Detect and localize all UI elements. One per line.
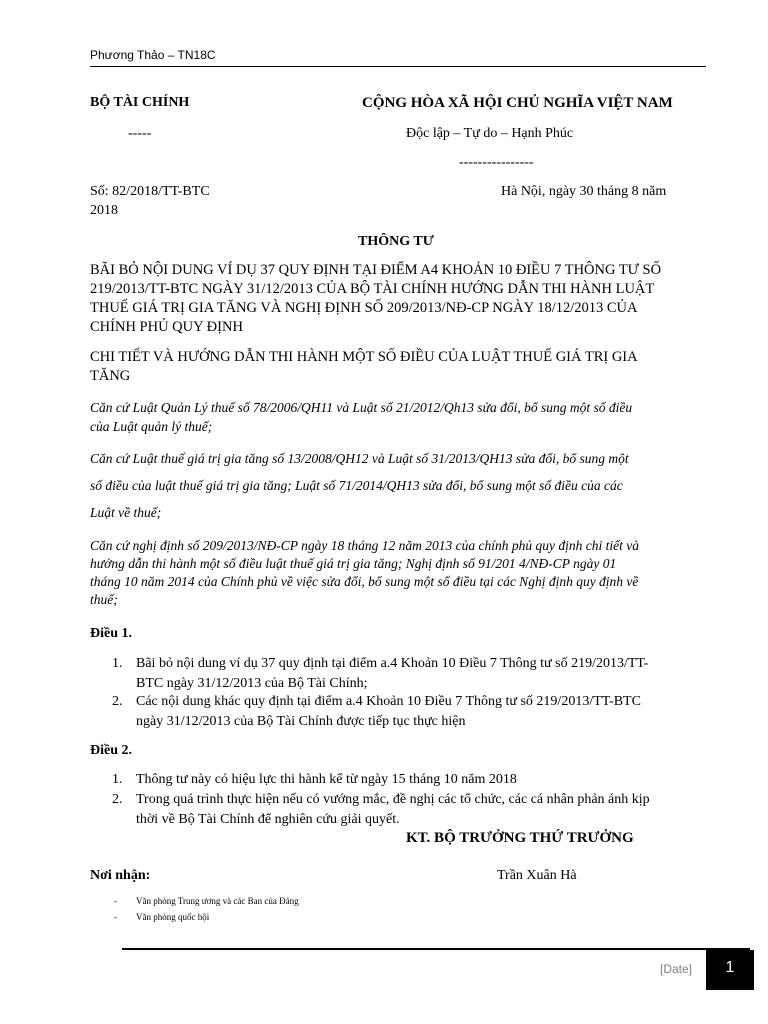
title-line: 219/2013/TT-BTC NGÀY 31/12/2013 CỦA BỘ TÀI CHÍNH HƯỚNG DẪN THI HÀNH LUẬT [90,281,655,297]
bullet-glyph: - [114,912,117,922]
basis-line: Luật về thuế; [90,505,162,520]
doc-place-date: Hà Nội, ngày 30 tháng 8 năm [501,184,667,199]
doc-year: 2018 [90,203,118,218]
footer-date-placeholder: [Date] [660,962,693,976]
issuer-name: BỘ TÀI CHÍNH [90,95,190,110]
basis-line: tháng 10 năm 2014 của Chính phủ về việc sửa đổi, bổ sung một số điều tại các Nghị định quy định về [90,574,639,589]
nation-motto: Độc lập – Tự do – Hạnh Phúc [406,126,574,141]
basis-line: Căn cứ nghị định số 209/2013/NĐ-CP ngày 18 tháng 12 năm 2013 của chính phủ quy định chi tiết và [90,538,639,553]
article-2-item [136,790,696,830]
article-1-item [136,692,696,732]
legal-basis-3 [90,537,639,609]
item-line: thời về Bộ Tài Chính để nghiên cứu giải quyết. [136,812,400,827]
basis-line: của Luật quản lý thuế; [90,419,213,434]
basis-line: thuế; [90,592,118,607]
title-line: BÃI BỎ NỘI DUNG VÍ DỤ 37 QUY ĐỊNH TẠI ĐIỂM A4 KHOẢN 10 ĐIỀU 7 THÔNG TƯ SỐ [90,262,662,278]
item-line: Bãi bỏ nội dung ví dụ 37 quy định tại điểm a.4 Khoản 10 Điều 7 Thông tư số 219/2013/TT- [136,656,649,671]
signature-title: KT. BỘ TRƯỞNG THỨ TRƯỞNG [406,830,634,846]
list-item: - Văn phòng Trung ương và các Ban của Đảng [114,893,299,909]
item-line: Trong quá trình thực hiện nếu có vướng mắc, đề nghị các tổ chức, các cá nhân phản ánh kịp [136,792,650,807]
doc-type: THÔNG TƯ [358,234,434,249]
item-line: BTC ngày 31/12/2013 của Bộ Tài Chính; [136,676,368,691]
recipients-list [114,893,299,925]
article-1-item-num: 1. [112,656,123,671]
doc-title [90,261,661,337]
header-divider [90,66,706,67]
basis-line: hướng dẫn thi hành một số điều luật thuế giá trị gia tăng; Nghị định số 91/201 4/NĐ-CP ngày 01 [90,556,617,571]
recipients-heading: Nơi nhận: [90,868,151,883]
basis-line: Căn cứ Luật thuế giá trị gia tăng số 13/2008/QH12 và Luật số 31/2013/QH13 sửa đổi, bổ sung một [90,451,629,466]
nation-separator: ---------------- [459,155,534,170]
nation-title: CỘNG HÒA XÃ HỘI CHỦ NGHĨA VIỆT NAM [362,95,673,111]
article-1-heading: Điều 1. [90,626,132,641]
issuer-separator: ----- [128,126,152,141]
basis-line: số điều của luật thuế giá trị gia tăng; Luật số 71/2014/QH13 sửa đổi, bổ sung một số điều của các [90,478,623,493]
item-line: Thông tư này có hiệu lực thi hành kể từ ngày 15 tháng 10 năm 2018 [136,772,517,787]
article-2-item [136,770,696,790]
article-2-heading: Điều 2. [90,743,132,758]
header-author: Phương Thảo – TN18C [90,48,216,62]
article-2-item-num: 2. [112,792,123,807]
legal-basis-1 [90,398,632,436]
subtitle-line: TĂNG [90,368,131,384]
title-line: CHÍNH PHỦ QUY ĐỊNH [90,319,243,335]
item-line: Các nội dung khác quy định tại điểm a.4 Khoản 10 Điều 7 Thông tư số 219/2013/TT-BTC [136,694,641,709]
basis-line: Căn cứ Luật Quản Lý thuế số 78/2006/QH11 và Luật số 21/2012/Qh13 sửa đổi, bổ sung một số điều [90,400,633,415]
page-number: 1 [706,950,754,990]
signature-name: Trần Xuân Hà [497,868,577,883]
subtitle-line: CHI TIẾT VÀ HƯỚNG DẪN THI HÀNH MỘT SỐ ĐIỀU CỦA LUẬT THUẾ GIÁ TRỊ GIA [90,349,638,365]
item-line: ngày 31/12/2013 của Bộ Tài Chính được tiếp tục thực hiện [136,714,466,729]
list-item: - Văn phòng quốc hội [114,909,299,925]
title-line: THUẾ GIÁ TRỊ GIA TĂNG VÀ NGHỊ ĐỊNH SỐ 209/2013/NĐ-CP NGÀY 18/12/2013 CỦA [90,300,638,316]
article-2-item-num: 1. [112,772,123,787]
doc-subtitle [90,348,638,386]
bullet-glyph: - [114,896,117,906]
footer-divider [122,948,750,950]
legal-basis-2 [90,445,629,526]
article-1-item-num: 2. [112,694,123,709]
doc-number: Số: 82/2018/TT-BTC [90,184,210,199]
article-1-item [136,654,696,694]
